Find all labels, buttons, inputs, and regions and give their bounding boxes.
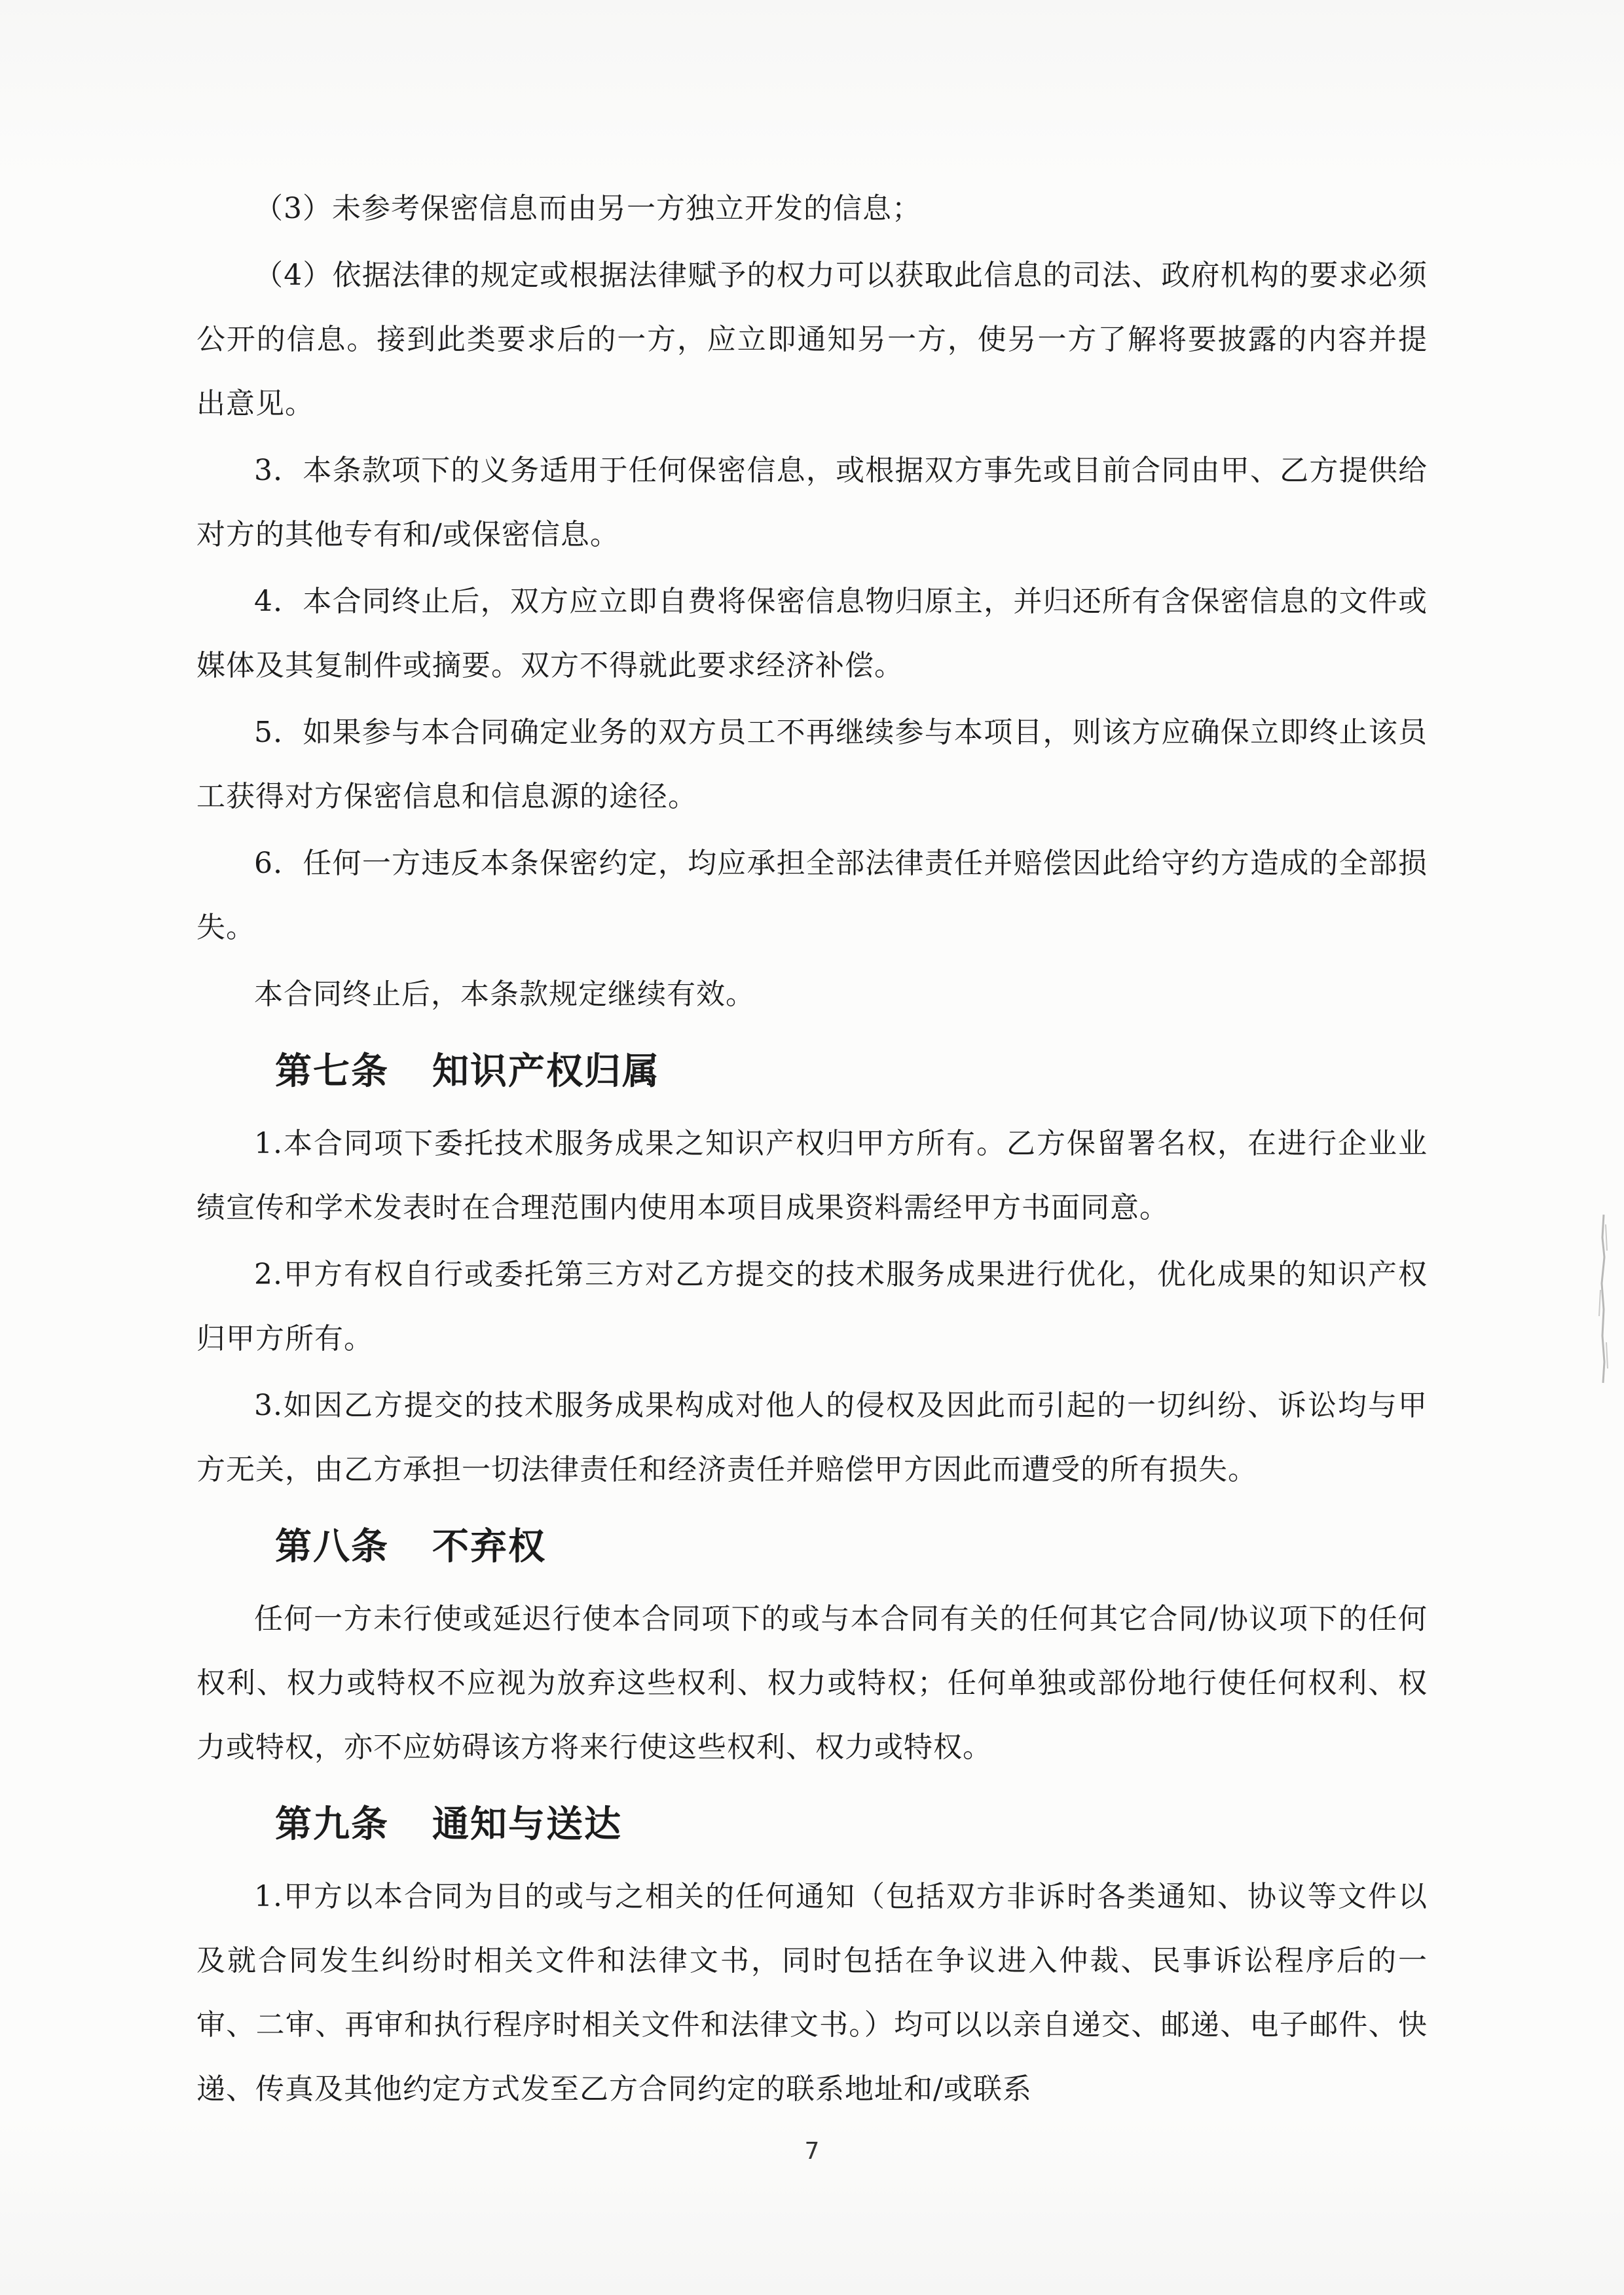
clause-paragraph: 1.甲方以本合同为目的或与之相关的任何通知（包括双方非诉时各类通知、协议等文件以及就合同发生纠纷时相关文件和法律文书，同时包括在争议进入仲裁、民事诉讼程序后的一审、二审、再审和执行程序时相关文件和法律文书。）均可以以亲自递交、邮递、电子邮件、快递、传真及其他约定方式发至乙方合同约定的联系地址和/或联系 xyxy=(196,1880,1428,2106)
clause-paragraph: 2.甲方有权自行或委托第三方对乙方提交的技术服务成果进行优化，优化成果的知识产权归甲方所有。 xyxy=(196,1258,1428,1355)
clause-paragraph: 任何一方未行使或延迟行使本合同项下的或与本合同有关的任何其它合同/协议项下的任何权利、权力或特权不应视为放弃这些权利、权力或特权；任何单独或部份地行使任何权利、权力或特权，亦不应妨碍该方将来行使这些权利、权力或特权。 xyxy=(196,1602,1428,1764)
clause-paragraph: 4．本合同终止后，双方应立即自费将保密信息物归原主，并归还所有含保密信息的文件或媒体及其复制件或摘要。双方不得就此要求经济补偿。 xyxy=(196,585,1428,682)
document-body xyxy=(196,177,1428,2124)
article-title: 知识产权归属 xyxy=(432,1050,660,1093)
clause-paragraph: 1.本合同项下委托技术服务成果之知识产权归甲方所有。乙方保留署名权，在进行企业业绩宣传和学术发表时在合理范围内使用本项目成果资料需经甲方书面同意。 xyxy=(196,1127,1428,1224)
article-number: 第七条 xyxy=(275,1050,389,1093)
article-heading-9 xyxy=(196,1789,1428,1861)
clause-paragraph: 3.如因乙方提交的技术服务成果构成对他人的侵权及因此而引起的一切纠纷、诉讼均与甲方无关，由乙方承担一切法律责任和经济责任并赔偿甲方因此而遭受的所有损失。 xyxy=(196,1389,1428,1486)
article-heading-7 xyxy=(196,1036,1428,1108)
article-number: 第九条 xyxy=(275,1803,389,1846)
clause-paragraph: 本合同终止后，本条款规定继续有效。 xyxy=(254,978,755,1011)
clause-paragraph: 6．任何一方违反本条保密约定，均应承担全部法律责任并赔偿因此给守约方造成的全部损失。 xyxy=(196,847,1428,944)
article-heading-8 xyxy=(196,1511,1428,1583)
article-number: 第八条 xyxy=(275,1526,389,1568)
page-number: 7 xyxy=(804,2138,820,2165)
article-title: 不弃权 xyxy=(432,1526,546,1568)
clause-paragraph: （3）未参考保密信息而由另一方独立开发的信息； xyxy=(254,192,921,225)
clause-paragraph: 3．本条款项下的义务适用于任何保密信息，或根据双方事先或目前合同由甲、乙方提供给对方的其他专有和/或保密信息。 xyxy=(196,454,1428,551)
seal-edge-mark xyxy=(1596,1211,1611,1388)
article-title: 通知与送达 xyxy=(432,1803,622,1846)
clause-paragraph: 5．如果参与本合同确定业务的双方员工不再继续参与本项目，则该方应确保立即终止该员工获得对方保密信息和信息源的途径。 xyxy=(196,716,1428,813)
clause-paragraph: （4）依据法律的规定或根据法律赋予的权力可以获取此信息的司法、政府机构的要求必须公开的信息。接到此类要求后的一方，应立即通知另一方，使另一方了解将要披露的内容并提出意见。 xyxy=(196,259,1428,420)
